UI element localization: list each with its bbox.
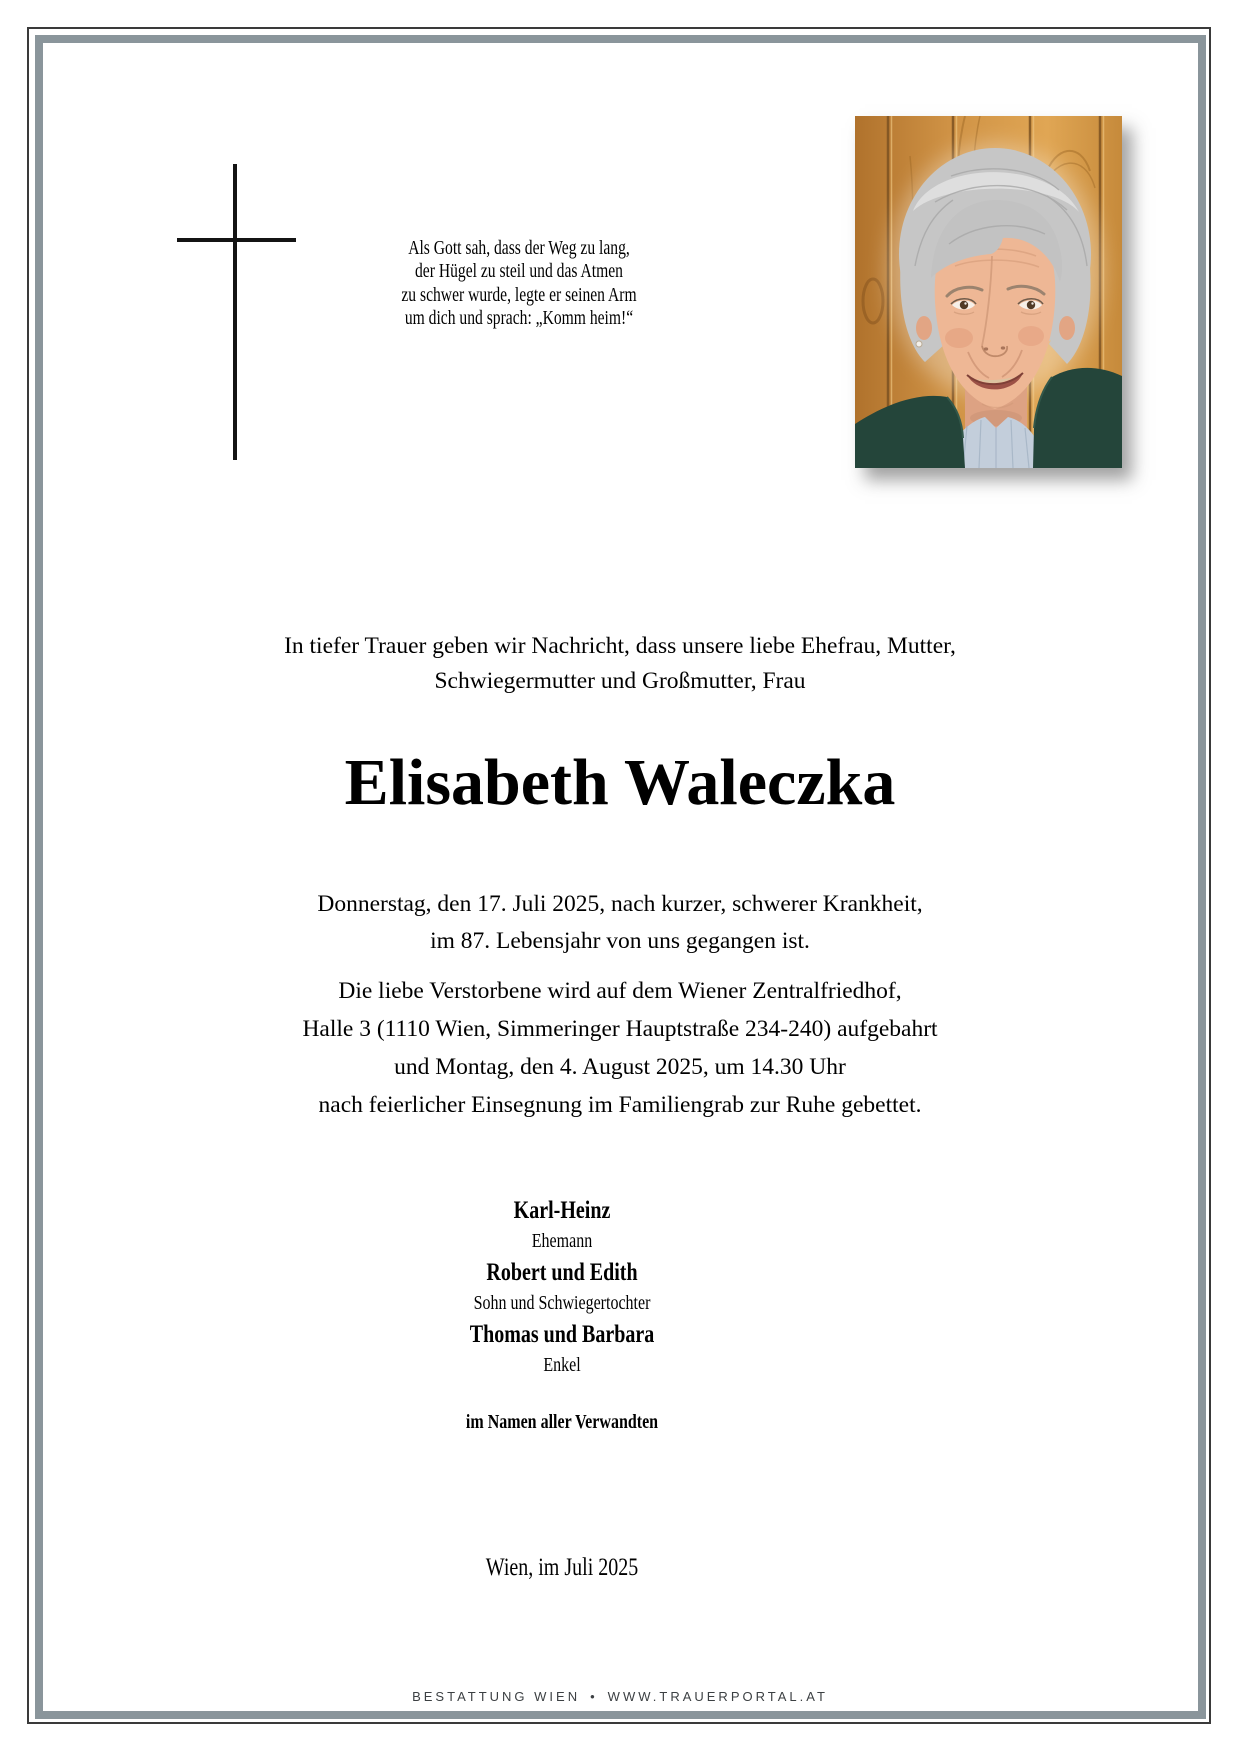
death-info-text <box>43 886 1197 959</box>
announcement-line: In tiefer Trauer geben wir Nachricht, dass unsere liebe Ehefrau, Mutter, <box>284 633 956 659</box>
death-info-line: Donnerstag, den 17. Juli 2025, nach kurzer, schwerer Krankheit, <box>317 891 923 917</box>
mourner-relation: Enkel <box>543 1354 581 1376</box>
mourner-name: Karl-Heinz <box>513 1197 611 1224</box>
funeral-info-line: Die liebe Verstorbene wird auf dem Wiener Zentralfriedhof, <box>338 978 902 1004</box>
mourner-relation: Ehemann <box>531 1230 593 1252</box>
footer-separator-bullet: • <box>590 1689 598 1704</box>
announcement-line: Schwiegermutter und Großmutter, Frau <box>434 668 806 694</box>
footer-branding <box>43 1689 1197 1704</box>
place-date-line: Wien, im Juli 2025 <box>485 1554 639 1581</box>
verse-line: um dich und sprach: „Komm heim!“ <box>404 307 634 329</box>
footer-left-text: BESTATTUNG WIEN <box>412 1689 581 1704</box>
mourners-list <box>43 1195 1081 1438</box>
verse-line: zu schwer wurde, legte er seinen Arm <box>401 284 637 306</box>
mourner-name: Thomas und Barbara <box>469 1321 655 1348</box>
announcement-text <box>43 629 1197 699</box>
mourner-name: Robert und Edith <box>486 1259 638 1286</box>
death-info-line: im 87. Lebensjahr von uns gegangen ist. <box>430 927 810 954</box>
memorial-verse <box>215 237 823 330</box>
closing-line: im Namen aller Verwandten <box>465 1411 659 1433</box>
mourner-relation: Sohn und Schwiegertochter <box>473 1292 651 1314</box>
portrait-photo <box>855 116 1122 468</box>
verse-line: der Hügel zu steil und das Atmen <box>415 261 623 283</box>
funeral-info-line: und Montag, den 4. August 2025, um 14.30 Uhr <box>394 1054 846 1080</box>
deceased-name: Elisabeth Waleczka <box>344 746 896 819</box>
verse-line: Als Gott sah, dass der Weg zu lang, <box>408 238 630 259</box>
footer-right-text: WWW.TRAUERPORTAL.AT <box>607 1689 828 1704</box>
funeral-info-line: nach feierlicher Einsegnung im Familiengrab zur Ruhe gebettet. <box>318 1092 922 1118</box>
funeral-info-line: Halle 3 (1110 Wien, Simmeringer Hauptstraße 234-240) aufgebahrt <box>302 1016 938 1042</box>
funeral-info-text <box>43 972 1197 1124</box>
portrait-photo-illustration <box>855 116 1122 468</box>
